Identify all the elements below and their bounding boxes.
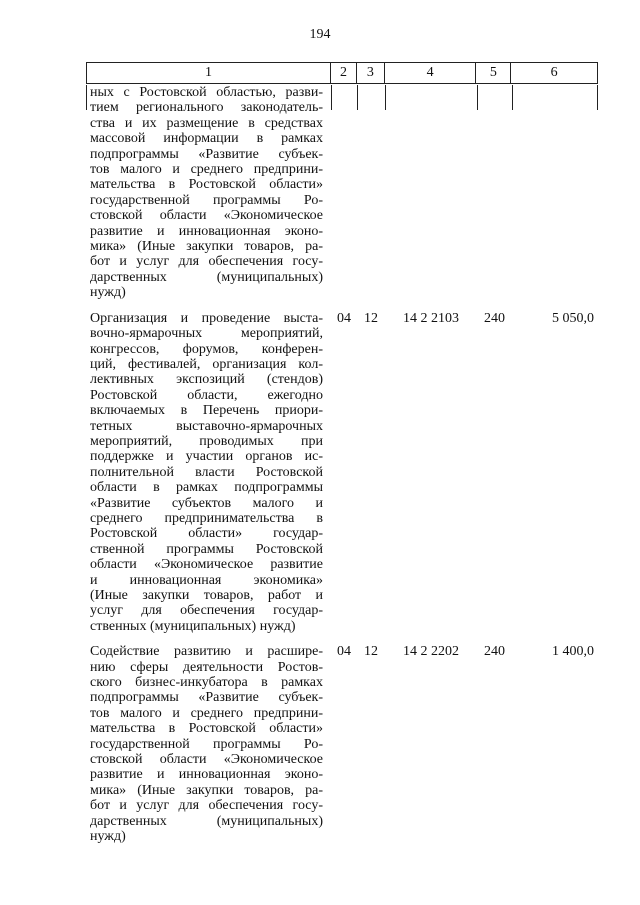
description-line: нужд) — [90, 829, 126, 845]
column-header-5: 5 — [476, 63, 511, 83]
amount: 5 050,0 — [552, 310, 594, 326]
subsection-code: 12 — [364, 644, 378, 660]
description-line: (Иные закупки товаров, работ и — [90, 588, 323, 603]
column-divider — [385, 85, 386, 110]
description-line: нию сферы деятельности Ростов- — [90, 659, 323, 675]
column-divider — [331, 85, 332, 110]
column-divider — [357, 85, 358, 110]
description-line: государственной программы Ро- — [90, 192, 323, 208]
description-line: услуг для обеспечения государ- — [90, 603, 323, 619]
expense-type-code — [477, 85, 512, 301]
description-line: развитие и инновационная эконо- — [90, 223, 323, 239]
amount: 1 400,0 — [552, 644, 594, 660]
description-line: «Развитие субъектов малого и — [90, 495, 323, 511]
description-line: лективных экспозиций (стендов) — [90, 372, 323, 388]
description-line: тов малого и среднего предприни- — [90, 162, 323, 178]
row-description — [86, 85, 331, 301]
description-line: области «Экономическое развитие — [90, 557, 323, 573]
column-divider — [86, 85, 87, 110]
description-line: стовской области «Экономическое — [90, 752, 323, 768]
description-line: Содействие развитию и расшире- — [90, 644, 323, 660]
description-line: подпрограммы «Развитие субъек- — [90, 146, 323, 162]
description-line: ственных (муниципальных) нужд) — [90, 618, 296, 634]
expense-type-code: 240 — [484, 310, 505, 326]
table-row — [86, 311, 598, 635]
section-code: 04 — [337, 310, 351, 326]
expense-type-code: 240 — [484, 644, 505, 660]
description-line: и инновационная экономика» — [90, 572, 323, 588]
subsection-code — [357, 85, 385, 301]
description-line: мательства в Ростовской области» — [90, 177, 323, 193]
section-code: 04 — [337, 644, 351, 660]
description-line: включаемых в Перечень приори- — [90, 403, 323, 419]
column-header-1: 1 — [87, 63, 331, 83]
description-line: мика» (Иные закупки товаров, ра- — [90, 782, 323, 798]
description-line: мика» (Иные закупки товаров, ра- — [90, 239, 323, 255]
description-line: конгрессов, форумов, конферен- — [90, 341, 323, 357]
description-line: бот и услуг для обеспечения госу- — [90, 798, 323, 814]
description-line: дарственных (муниципальных) — [90, 813, 323, 829]
description-line: дарственных (муниципальных) — [90, 269, 323, 285]
description-line: тием регионального законодатель- — [90, 100, 323, 116]
description-line: бот и услуг для обеспечения госу- — [90, 254, 323, 270]
description-line: полнительной власти Ростовской — [90, 464, 323, 480]
description-line: стовской области «Экономическое — [90, 208, 323, 224]
page-number: 194 — [309, 27, 331, 42]
section-code — [331, 85, 357, 301]
description-line: государственной программы Ро- — [90, 736, 323, 752]
description-line: массовой информации в рамках — [90, 131, 323, 147]
description-line: развитие и инновационная эконо- — [90, 767, 323, 783]
column-divider — [477, 85, 478, 110]
description-line: среднего предпринимательства в — [90, 510, 323, 526]
amount — [512, 85, 598, 301]
target-article-code: 14 2 2202 — [403, 644, 459, 660]
table-header-row — [86, 62, 598, 84]
description-line: тетных выставочно-ярмарочных — [90, 418, 323, 434]
description-line: области в рамках подпрограммы — [90, 480, 323, 496]
column-divider — [597, 85, 598, 110]
target-article-code — [385, 85, 477, 301]
target-article-code: 14 2 2103 — [403, 310, 459, 326]
row-description — [86, 644, 331, 844]
column-header-4: 4 — [385, 63, 477, 83]
description-line: тов малого и среднего предприни- — [90, 705, 323, 721]
table-row — [86, 85, 598, 301]
description-line: ных с Ростовской областью, разви- — [90, 85, 323, 100]
column-header-3: 3 — [357, 63, 385, 83]
column-header-6: 6 — [550, 65, 558, 80]
description-line: мероприятий, проводимых при — [90, 433, 323, 449]
column-header-2: 2 — [331, 63, 357, 83]
budget-table — [86, 62, 598, 845]
table-body — [86, 85, 598, 845]
description-line: ций, фестивалей, организация кол- — [90, 356, 323, 372]
row-description — [86, 311, 331, 635]
description-line: Ростовской области» государ- — [90, 526, 323, 542]
description-line: Ростовской области, ежегодно — [90, 387, 323, 403]
description-line: подпрограммы «Развитие субъек- — [90, 690, 323, 706]
description-line: ства и их размещение в средствах — [90, 115, 323, 131]
column-divider — [512, 85, 513, 110]
description-line: нужд) — [90, 285, 126, 301]
table-row — [86, 644, 598, 844]
subsection-code: 12 — [364, 310, 378, 326]
description-line: Организация и проведение выста- — [90, 310, 323, 326]
description-line: мательства в Ростовской области» — [90, 721, 323, 737]
description-line: вочно-ярмарочных мероприятий, — [90, 326, 323, 342]
description-line: ственной программы Ростовской — [90, 541, 323, 557]
description-line: ского бизнес-инкубатора в рамках — [90, 675, 323, 691]
description-line: поддержке и участии органов ис- — [90, 449, 323, 465]
